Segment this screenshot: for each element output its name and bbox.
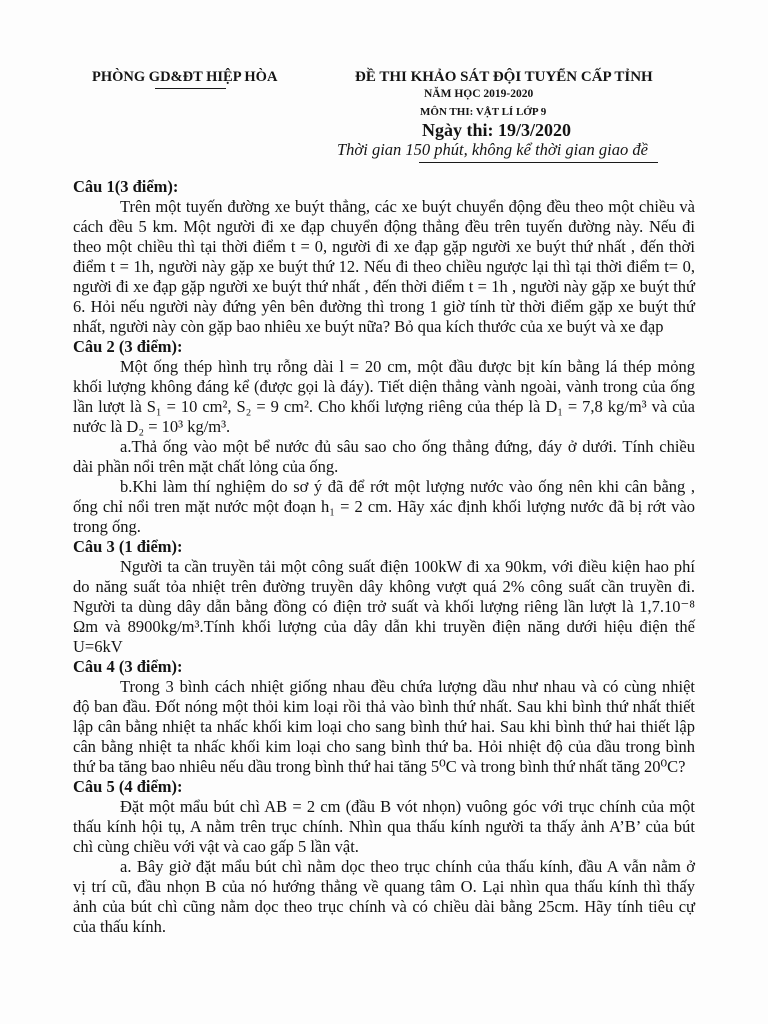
question-paragraph (73, 797, 695, 857)
text-line: cách đều 5 km. Một người đi xe đạp chuyển động thẳng đều trên tuyến đường này. Nếu đi (73, 217, 695, 236)
question-paragraph (73, 197, 695, 337)
text-line: vị trí cũ, đầu nhọn B của nó hướng thẳng về quang tâm O. Lại nhìn qua thấu kính thì thấy (73, 877, 695, 896)
text-line: cân bằng nhiệt ta nhấc khối kim loại cho sang bình thứ ba. Hỏi nhiệt độ của dầu trong bình (73, 737, 695, 756)
text-line: Trong 3 bình cách nhiệt giống nhau đều chứa lượng dầu như nhau và có cùng nhiệt (120, 677, 695, 696)
question-paragraph (73, 477, 695, 537)
question-3 (73, 537, 695, 657)
text-line: thấu kính hội tụ, A nằm trên trục chính. Nhìn qua thấu kính người ta thấy ảnh A’B’ của bút (73, 817, 695, 836)
text-line: dài phần nổi trên mặt chất lỏng của ống. (73, 457, 339, 476)
text-line: Người ta dùng dây dẫn bằng đồng có điện trở suất và khối lượng riêng lần lượt là 1,7.10⁻⁸ (73, 597, 695, 616)
question-4 (73, 657, 695, 777)
text-line: ống chỉ nổi tren mặt nước một đoạn h₁ = 2 cm. Hãy xác định khối lượng nước đã bị rớt vào (73, 497, 695, 516)
text-line: thứ ba tăng bao nhiêu nếu dầu trong bình thứ hai tăng 5⁰C và trong bình thứ nhất tăng 20⁰C? (73, 757, 686, 776)
question-paragraph (73, 357, 695, 437)
text-line: Một ống thép hình trụ rỗng dài l = 20 cm, một đầu được bịt kín bằng lá thép mỏng (120, 357, 695, 376)
text-line: ảnh của bút chì cũng nằm dọc theo trục chính và có chiều dài bằng 25cm. Hãy tính tiêu cự (73, 897, 695, 916)
text-line: Đặt một mẩu bút chì AB = 2 cm (đầu B vót nhọn) vuông góc với trục chính của một (120, 797, 695, 816)
question-5 (73, 777, 695, 937)
text-line: Ωm và 8900kg/m³.Tính khối lượng của dây dẫn khi truyền điện năng dưới hiệu điện thế (73, 617, 695, 636)
text-line: b.Khi làm thí nghiệm do sơ ý đã để rớt một lượng nước vào ống nên khi cân bằng , (120, 477, 695, 496)
text-line: Người ta cần truyền tải một công suất điện 100kW đi xa 90km, với điều kiện hao phí (120, 557, 695, 576)
text-line: người đi xe đạp gặp người xe buýt thứ nhất , đến thời điểm t = 1h , người này gặp xe buýt thứ (73, 277, 695, 296)
text-line: trong ống. (73, 517, 141, 536)
office-name: PHÒNG GD&ĐT HIỆP HÒA (92, 69, 278, 85)
question-heading: Câu 5 (4 điểm): (73, 777, 183, 796)
question-paragraph (73, 857, 695, 937)
question-heading: Câu 2 (3 điểm): (73, 337, 183, 356)
exam-title: ĐỀ THI KHẢO SÁT ĐỘI TUYỂN CẤP TỈNH (355, 69, 653, 85)
text-line: chì cùng chiều với vật và cao gấp 5 lần vật. (73, 837, 359, 856)
duration-underline (419, 162, 658, 163)
text-line: lần lượt là S₁ = 10 cm², S₂ = 9 cm². Cho khối lượng riêng của thép là D₁ = 7,8 kg/m³ và của (73, 397, 695, 416)
text-line: Trên một tuyến đường xe buýt thẳng, các xe buýt chuyển động đều theo một chiều và (120, 197, 695, 216)
question-1 (73, 177, 695, 337)
text-line: a.Thả ống vào một bể nước đủ sâu sao cho ống thẳng đứng, đáy ở dưới. Tính chiều (120, 437, 695, 456)
exam-duration: Thời gian 150 phút, không kể thời gian giao đề (337, 140, 648, 159)
text-line: a. Bây giờ đặt mẩu bút chì nằm dọc theo trục chính của thấu kính, đầu A vẫn nằm ở (120, 857, 695, 876)
question-heading: Câu 3 (1 điểm): (73, 537, 183, 556)
question-heading: Câu 1(3 điểm): (73, 177, 179, 196)
text-line: độ ban đầu. Đốt nóng một thỏi kim loại rồi thả vào bình thứ nhất. Sau khi bình thứ nhất thiết (73, 697, 695, 716)
text-line: theo một chiều thì tại thời điểm t = 0, người đi xe đạp gặp người xe buýt thứ nhất , đến thời (73, 237, 695, 256)
text-line: nhất, người này còn gặp bao nhiêu xe buýt nữa? Bỏ qua kích thước của xe buýt và xe đạp (73, 317, 664, 336)
question-2 (73, 337, 695, 537)
question-paragraph (73, 437, 695, 477)
subject-line: MÔN THI: VẬT LÍ LỚP 9 (420, 106, 547, 118)
question-heading: Câu 4 (3 điểm): (73, 657, 183, 676)
question-paragraph (73, 557, 695, 657)
text-line: do năng suất tỏa nhiệt trên đường truyền dây không vượt quá 2% công suất cần truyền đi. (73, 577, 695, 596)
exam-body (73, 177, 695, 937)
school-year: NĂM HỌC 2019-2020 (424, 88, 534, 100)
text-line: lập cân bằng nhiệt ta nhấc khối kim loại cho sang bình thứ hai. Sau khi bình thứ hai thiết lập (73, 717, 695, 736)
office-underline (155, 88, 226, 89)
text-line: 6. Hỏi nếu người này đứng yên bên đường thì trong 1 giờ tính từ thời điểm gặp xe buýt thứ (73, 297, 695, 316)
text-line: của thấu kính. (73, 917, 167, 936)
text-line: khối lượng không đáng kể (được gọi là đáy). Tiết diện thẳng vành ngoài, vành trong của ống (73, 377, 695, 396)
exam-date: Ngày thi: 19/3/2020 (422, 120, 572, 140)
question-paragraph (73, 677, 695, 777)
text-line: U=6kV (73, 637, 123, 656)
text-line: điểm t = 1h, người này gặp xe buýt thứ 12. Nếu đi theo chiều ngược lại thì tại thời điểm t= 0, (73, 257, 695, 276)
text-line: nước là D₂ = 10³ kg/m³. (73, 417, 231, 436)
